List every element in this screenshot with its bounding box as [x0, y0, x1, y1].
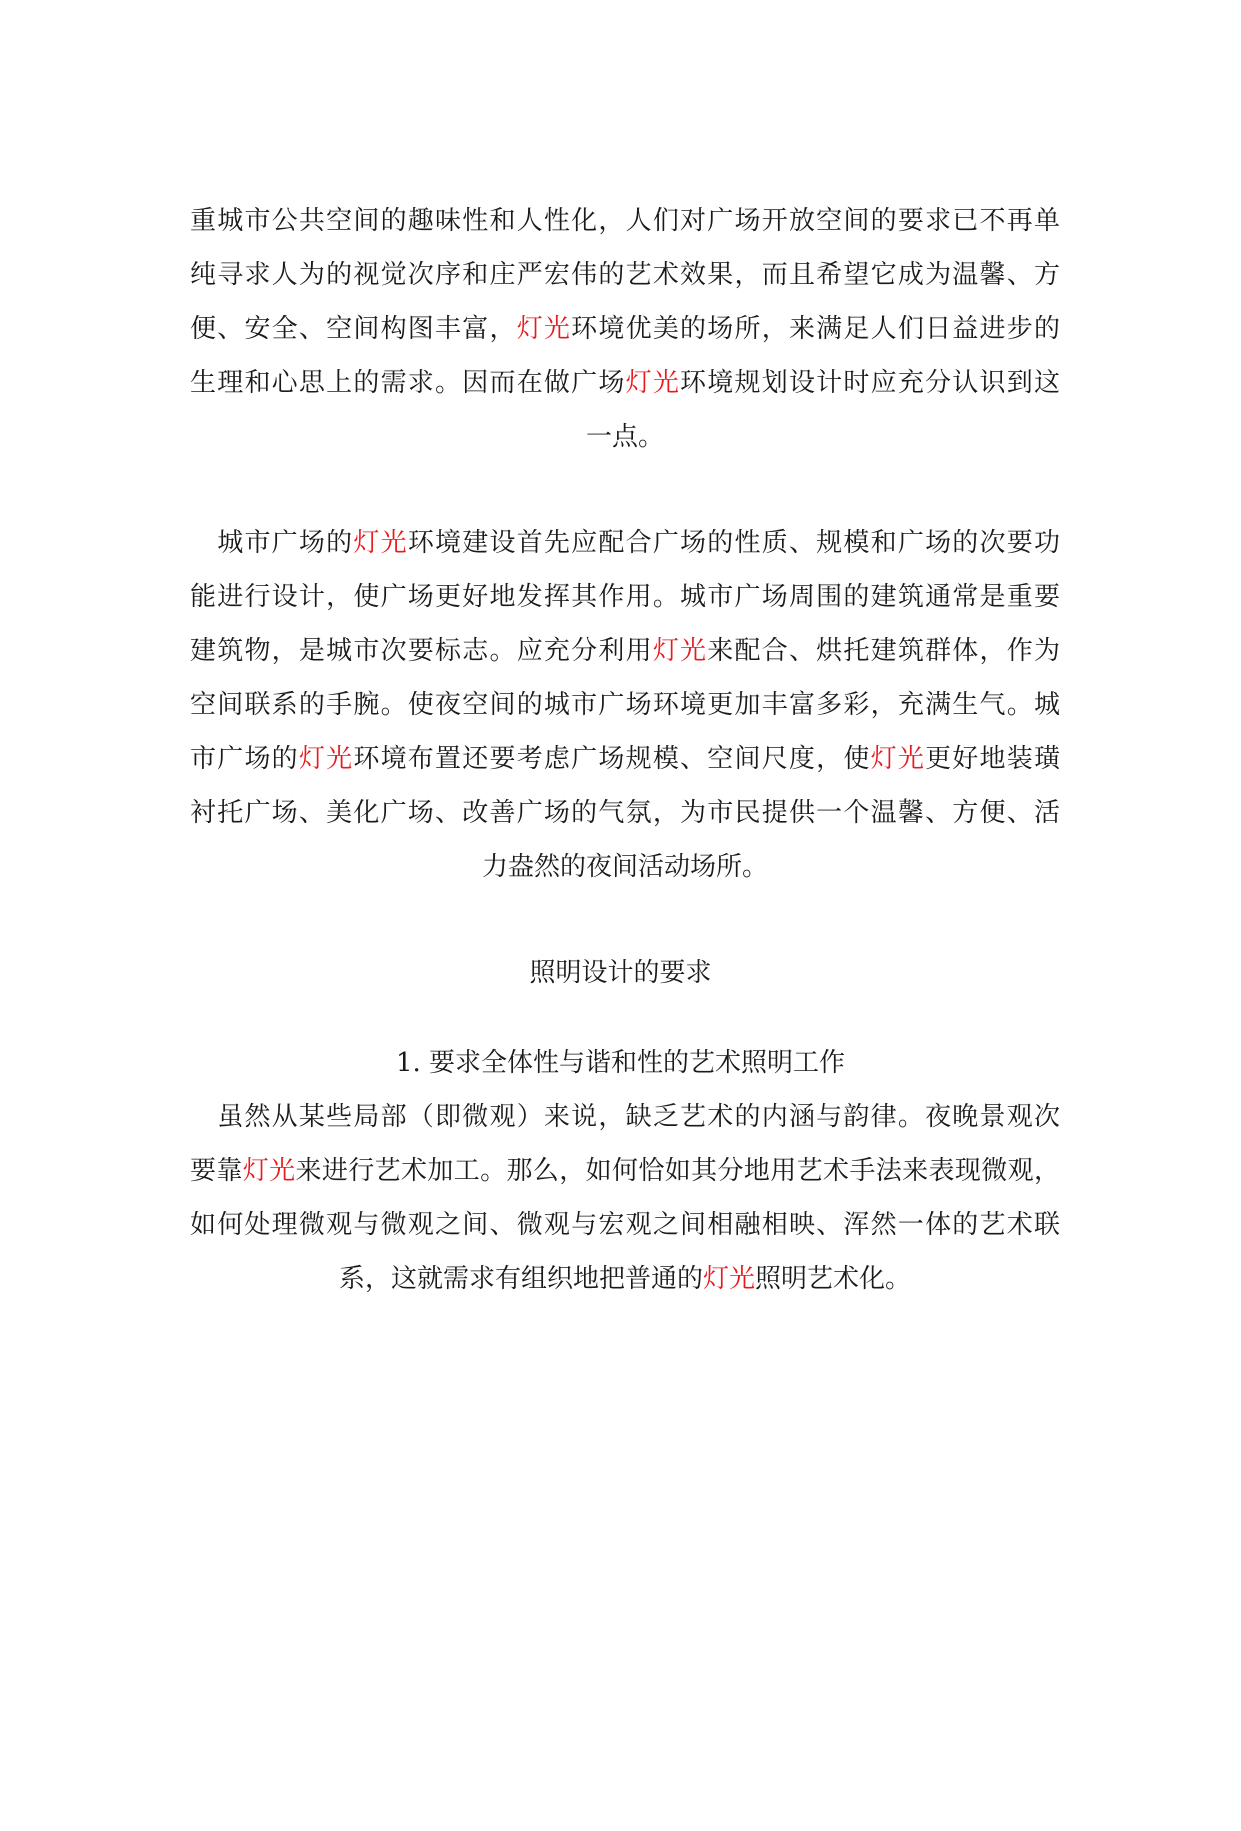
text-segment: 环境规划设计时应充分认识到这 [680, 368, 1060, 398]
text-segment: 一点。 [585, 422, 664, 452]
text-segment: 便、安全、空间构图丰富， [190, 314, 517, 344]
paragraph-line [190, 1154, 1060, 1188]
text-segment: 力盎然的夜间活动场所。 [481, 852, 768, 882]
paragraph-line [190, 742, 1060, 776]
text-segment: 城市广场的 [190, 528, 354, 558]
subheading: 1. 要求全体性与谐和性的艺术照明工作 [395, 1048, 846, 1078]
paragraph-line [190, 688, 1060, 722]
highlighted-keyword: 灯光 [516, 314, 572, 344]
highlighted-keyword: 灯光 [870, 744, 926, 774]
paragraph-line [190, 796, 1060, 830]
text-segment: 生理和心思上的需求。因而在做广场 [190, 368, 626, 398]
paragraph-line [190, 420, 1060, 454]
text-segment: 更好地装璜 [925, 744, 1060, 774]
text-segment: 如何处理微观与微观之间、微观与宏观之间相融相映、浑然一体的艺术联 [190, 1210, 1060, 1240]
paragraph-line [190, 258, 1060, 292]
highlighted-keyword: 灯光 [625, 368, 681, 398]
text-segment: 建筑物，是城市次要标志。应充分利用 [190, 636, 653, 666]
highlighted-keyword: 灯光 [702, 1264, 755, 1294]
highlighted-keyword: 灯光 [353, 528, 408, 558]
paragraph-line [190, 366, 1060, 400]
text-segment: 环境建设首先应配合广场的性质、规模和广场的次要功 [407, 528, 1060, 558]
text-segment: 市广场的 [190, 744, 299, 774]
text-segment: 能进行设计，使广场更好地发挥其作用。城市广场周围的建筑通常是重要 [190, 582, 1060, 612]
text-segment: 重城市公共空间的趣味性和人性化，人们对广场开放空间的要求已不再单 [190, 206, 1060, 236]
text-segment: 要靠 [190, 1156, 243, 1186]
text-segment: 空间联系的手腕。使夜空间的城市广场环境更加丰富多彩，充满生气。城 [190, 690, 1060, 720]
paragraph-line [190, 526, 1060, 560]
paragraph-line [190, 1100, 1060, 1134]
highlighted-keyword: 灯光 [298, 744, 354, 774]
paragraph-line [190, 850, 1060, 884]
text-segment: 纯寻求人为的视觉次序和庄严宏伟的艺术效果，而且希望它成为温馨、方 [190, 260, 1060, 290]
text-segment: 环境优美的场所，来满足人们日益进步的 [571, 314, 1060, 344]
paragraph-line [190, 1262, 1060, 1296]
paragraph-line [190, 1208, 1060, 1242]
text-segment: 来配合、烘托建筑群体，作为 [707, 636, 1060, 666]
text-segment: 照明艺术化。 [755, 1264, 912, 1294]
paragraph-line [190, 580, 1060, 614]
text-segment: 虽然从某些局部（即微观）来说，缺乏艺术的内涵与韵律。夜晚景观次 [190, 1102, 1060, 1132]
text-segment: 系，这就需求有组织地把普通的 [338, 1264, 703, 1294]
text-segment: 衬托广场、美化广场、改善广场的气氛，为市民提供一个温馨、方便、活 [190, 798, 1060, 828]
highlighted-keyword: 灯光 [652, 636, 708, 666]
paragraph-line [190, 312, 1060, 346]
section-heading: 照明设计的要求 [529, 958, 712, 988]
highlighted-keyword: 灯光 [242, 1156, 296, 1186]
paragraph-line [190, 634, 1060, 668]
text-segment: 环境布置还要考虑广场规模、空间尺度，使 [353, 744, 871, 774]
paragraph-line [190, 204, 1060, 238]
text-segment: 来进行艺术加工。那么，如何恰如其分地用艺术手法来表现微观， [295, 1156, 1060, 1186]
